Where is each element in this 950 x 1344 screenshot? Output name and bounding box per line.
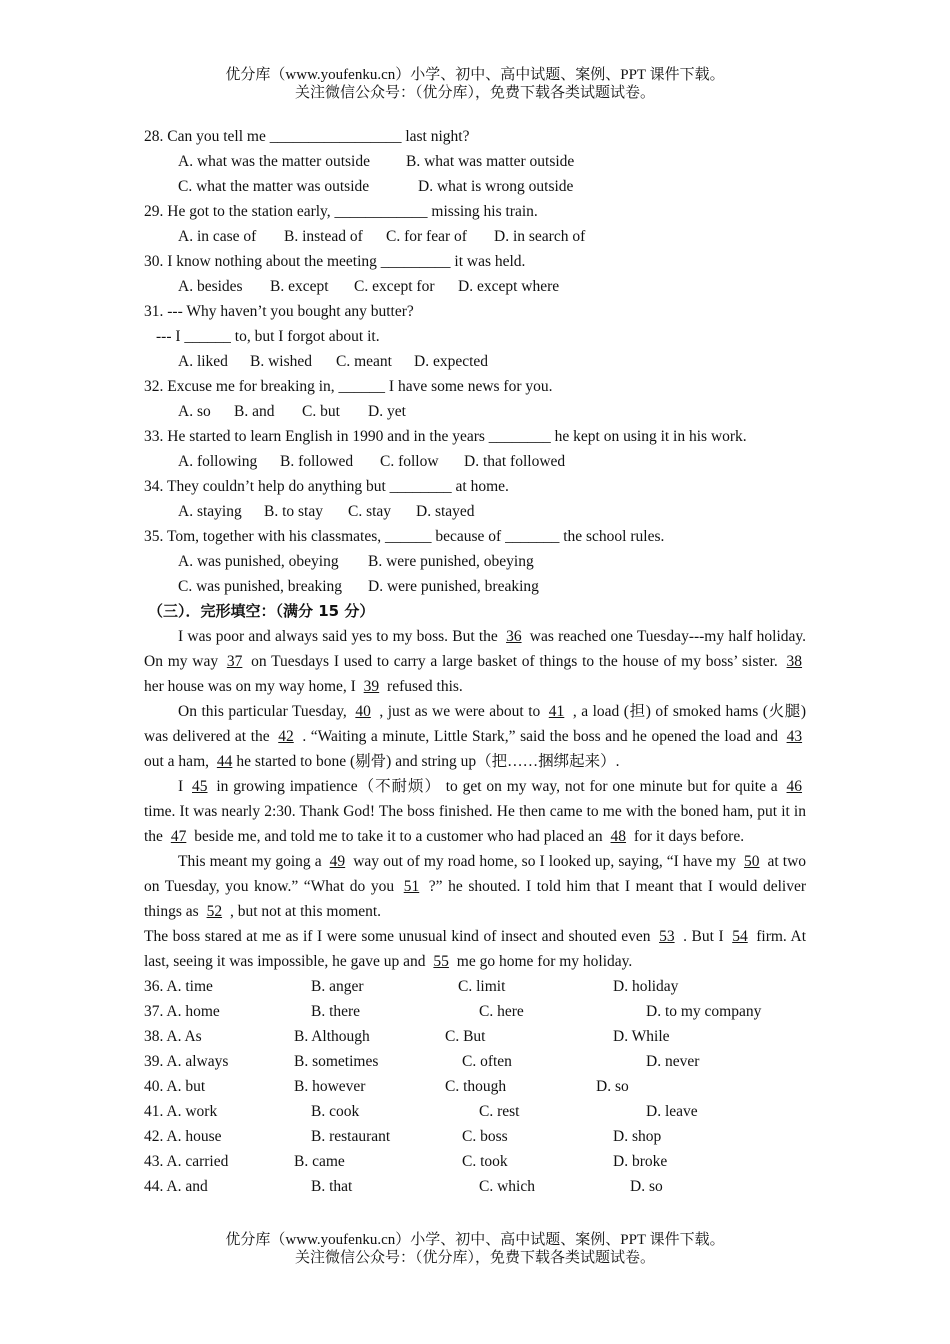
blank-41: 41	[548, 703, 565, 720]
option-b: B. there	[311, 1003, 361, 1020]
blank-55: 55	[433, 953, 449, 970]
passage-text: me go home for my holiday.	[456, 953, 633, 970]
passage-paragraph	[144, 849, 806, 924]
question-stem: 33. He started to learn English in 1990 and in the years ________ he kept on using it in his work.	[144, 428, 747, 445]
option-a: 36. A. time	[144, 978, 213, 995]
question-options	[144, 549, 806, 574]
option-c: C. what the matter was outside	[178, 178, 370, 195]
passage-text: The boss stared at me as if I were some unusual kind of insect and shouted even	[144, 928, 651, 945]
option-d: D. shop	[613, 1128, 662, 1145]
question-options	[144, 574, 806, 599]
option-b: B. however	[294, 1078, 366, 1095]
option-d: D. leave	[646, 1103, 698, 1120]
question-stem: 31. --- Why haven’t you bought any butter?	[144, 303, 414, 320]
option-a: 40. A. but	[144, 1078, 206, 1095]
passage-text: I	[178, 778, 184, 795]
option-c: C. rest	[479, 1103, 520, 1120]
passage-text: on Tuesdays I used to carry a large basket of things to the house of my boss’ sister.	[251, 653, 778, 670]
option-a: A. staying	[178, 503, 242, 520]
option-c: C. which	[479, 1178, 535, 1195]
option-c: C. boss	[462, 1128, 508, 1145]
passage-text: , a load (担) of smoked hams (火腿) was delivered at the	[144, 703, 807, 745]
blank-43: 43	[786, 728, 803, 745]
footer-line-1: 优分库（www.youfenku.cn）小学、初中、高中试题、案例、PPT 课件下载。	[225, 1232, 725, 1248]
passage-text: out a ham,	[144, 753, 209, 770]
passage-text: ?” he shouted. I told him that I meant that I would deliver things as	[144, 878, 807, 920]
question-options	[144, 399, 806, 424]
question-options	[144, 449, 806, 474]
passage-text: refused this.	[387, 678, 463, 695]
cloze-option-row	[144, 1074, 806, 1099]
option-a: A. in case of	[178, 228, 257, 245]
option-a: A. so	[178, 403, 211, 420]
option-b: B. what was matter outside	[406, 153, 575, 170]
passage-text: way out of my road home, so I looked up, saying, “I have my	[353, 853, 736, 870]
question-stem: 30. I know nothing about the meeting _________ it was held.	[144, 253, 526, 270]
option-c: C. But	[445, 1028, 486, 1045]
option-a: 39. A. always	[144, 1053, 229, 1070]
option-b: B. followed	[280, 453, 354, 470]
footer-line-2: 关注微信公众号：（优分库），免费下载各类试题试卷。	[294, 1250, 655, 1266]
option-b: B. instead of	[284, 228, 363, 245]
question-stem: 29. He got to the station early, ____________ missing his train.	[144, 203, 538, 220]
header-line-2: 关注微信公众号：（优分库），免费下载各类试题试卷。	[294, 85, 655, 101]
blank-53: 53	[659, 928, 675, 945]
passage-text: This meant my going a	[178, 853, 322, 870]
cloze-option-row	[144, 1149, 806, 1174]
passage-text: at two on Tuesday, you know.” “What do you	[144, 853, 807, 895]
passage-paragraph	[144, 624, 806, 699]
option-c: C. meant	[336, 353, 392, 370]
option-d: D. expected	[414, 353, 489, 370]
blank-50: 50	[744, 853, 760, 870]
passage-text: firm. At last, seeing it was impossible, he gave up and	[144, 928, 806, 970]
option-b: B. and	[234, 403, 275, 420]
page-header	[0, 66, 950, 102]
passage-text: . “Waiting a minute, Little Stark,” said the boss and he opened the load and	[302, 728, 778, 745]
question-stem: 34. They couldn’t help do anything but ________ at home.	[144, 478, 509, 495]
header-line-1: 优分库（www.youfenku.cn）小学、初中、高中试题、案例、PPT 课件下载。	[225, 67, 725, 83]
passage-text: beside me, and told me to take it to a customer who had placed an	[194, 828, 603, 845]
question-stem-reply: --- I ______ to, but I forgot about it.	[156, 328, 380, 345]
option-b: B. anger	[311, 978, 364, 995]
option-d: D. broke	[613, 1153, 668, 1170]
passage-paragraph	[144, 699, 806, 774]
blank-47: 47	[170, 828, 187, 845]
option-b: B. wished	[250, 353, 312, 370]
option-d: D. were punished, breaking	[368, 578, 539, 595]
exam-content	[144, 124, 806, 1199]
passage-text: he started to bone (剔骨) and string up（把……捆绑起来）.	[236, 753, 620, 770]
option-a: 37. A. home	[144, 1003, 220, 1020]
passage-text: her house was on my way home, I	[144, 678, 356, 695]
option-d: D. so	[630, 1178, 663, 1195]
option-a: A. following	[178, 453, 258, 470]
blank-51: 51	[403, 878, 420, 895]
option-b: B. except	[270, 278, 329, 295]
option-b: B. sometimes	[294, 1053, 379, 1070]
passage-text: , but not at this moment.	[229, 903, 382, 920]
cloze-option-row	[144, 1174, 806, 1199]
passage-paragraph	[144, 924, 806, 974]
passage-text: On this particular Tuesday,	[178, 703, 347, 720]
blank-37: 37	[226, 653, 243, 670]
option-d: D. holiday	[613, 978, 679, 995]
option-c: C. here	[479, 1003, 524, 1020]
section-title-cloze: （三）．完形填空：（满分 15 分）	[148, 602, 375, 620]
option-c: C. often	[462, 1053, 512, 1070]
option-a: 41. A. work	[144, 1103, 218, 1120]
option-b: B. restaurant	[311, 1128, 391, 1145]
question-stem: 28. Can you tell me _________________ last night?	[144, 128, 470, 145]
cloze-option-row	[144, 974, 806, 999]
page-footer	[0, 1231, 950, 1267]
option-d: D. in search of	[494, 228, 586, 245]
passage-text: . But I	[683, 928, 724, 945]
option-a: A. was punished, obeying	[178, 553, 339, 570]
option-a: A. what was the matter outside	[178, 153, 370, 170]
cloze-option-row	[144, 1099, 806, 1124]
option-d: D. except where	[458, 278, 560, 295]
option-d: D. what is wrong outside	[418, 178, 574, 195]
blank-45: 45	[192, 778, 208, 795]
question-options	[144, 349, 806, 374]
blank-36: 36	[506, 628, 522, 645]
question-stem: 35. Tom, together with his classmates, ______ because of _______ the school rules.	[144, 528, 665, 545]
option-b: B. were punished, obeying	[368, 553, 534, 570]
passage-text: time. It was nearly 2:30. Thank God! The boss finished. He then came to me with the boned ham, put it in the	[144, 803, 806, 845]
option-a: A. liked	[178, 353, 228, 370]
option-a: 42. A. house	[144, 1128, 222, 1145]
option-b: B. that	[311, 1178, 353, 1195]
option-d: D. to my company	[646, 1003, 762, 1020]
cloze-option-row	[144, 1024, 806, 1049]
option-c: C. follow	[380, 453, 439, 470]
option-c: C. except for	[354, 278, 435, 295]
option-c: C. limit	[458, 978, 506, 995]
option-b: B. to stay	[264, 503, 323, 520]
passage-text: in growing impatience（不耐烦） to get on my way, not for one minute but for quite a	[216, 778, 778, 795]
blank-54: 54	[732, 928, 748, 945]
option-d: D. so	[596, 1078, 629, 1095]
cloze-option-row	[144, 1049, 806, 1074]
option-d: D. that followed	[464, 453, 566, 470]
blank-49: 49	[329, 853, 346, 870]
option-a: 43. A. carried	[144, 1153, 229, 1170]
blank-44: 44	[216, 753, 233, 770]
option-c: C. for fear of	[386, 228, 467, 245]
blank-46: 46	[786, 778, 803, 795]
option-a: A. besides	[178, 278, 243, 295]
blank-42: 42	[278, 728, 294, 745]
passage-text: , just as we were about to	[379, 703, 541, 720]
cloze-option-row	[144, 1124, 806, 1149]
passage-text: was reached one Tuesday---my half holiday. On my way	[144, 628, 807, 670]
option-d: D. While	[613, 1028, 670, 1045]
question-options	[144, 499, 806, 524]
option-d: D. yet	[368, 403, 406, 420]
option-b: B. came	[294, 1153, 345, 1170]
question-options	[144, 149, 806, 174]
option-c: C. stay	[348, 503, 392, 520]
blank-40: 40	[355, 703, 371, 720]
question-stem: 32. Excuse me for breaking in, ______ I have some news for you.	[144, 378, 553, 395]
passage-text: I was poor and always said yes to my boss. But the	[178, 628, 498, 645]
option-c: C. took	[462, 1153, 508, 1170]
cloze-option-row	[144, 999, 806, 1024]
option-a: 44. A. and	[144, 1178, 208, 1195]
option-b: B. cook	[311, 1103, 360, 1120]
option-d: D. never	[646, 1053, 700, 1070]
option-d: D. stayed	[416, 503, 475, 520]
blank-52: 52	[206, 903, 223, 920]
option-c: C. though	[445, 1078, 507, 1095]
passage-paragraph	[144, 774, 806, 849]
option-c: C. but	[302, 403, 340, 420]
blank-48: 48	[610, 828, 627, 845]
option-a: 38. A. As	[144, 1028, 202, 1045]
option-b: B. Although	[294, 1028, 370, 1045]
question-options	[144, 274, 806, 299]
blank-39: 39	[363, 678, 380, 695]
passage-text: for it days before.	[633, 828, 745, 845]
option-c: C. was punished, breaking	[178, 578, 343, 595]
blank-38: 38	[786, 653, 803, 670]
question-options	[144, 174, 806, 199]
question-options	[144, 224, 806, 249]
